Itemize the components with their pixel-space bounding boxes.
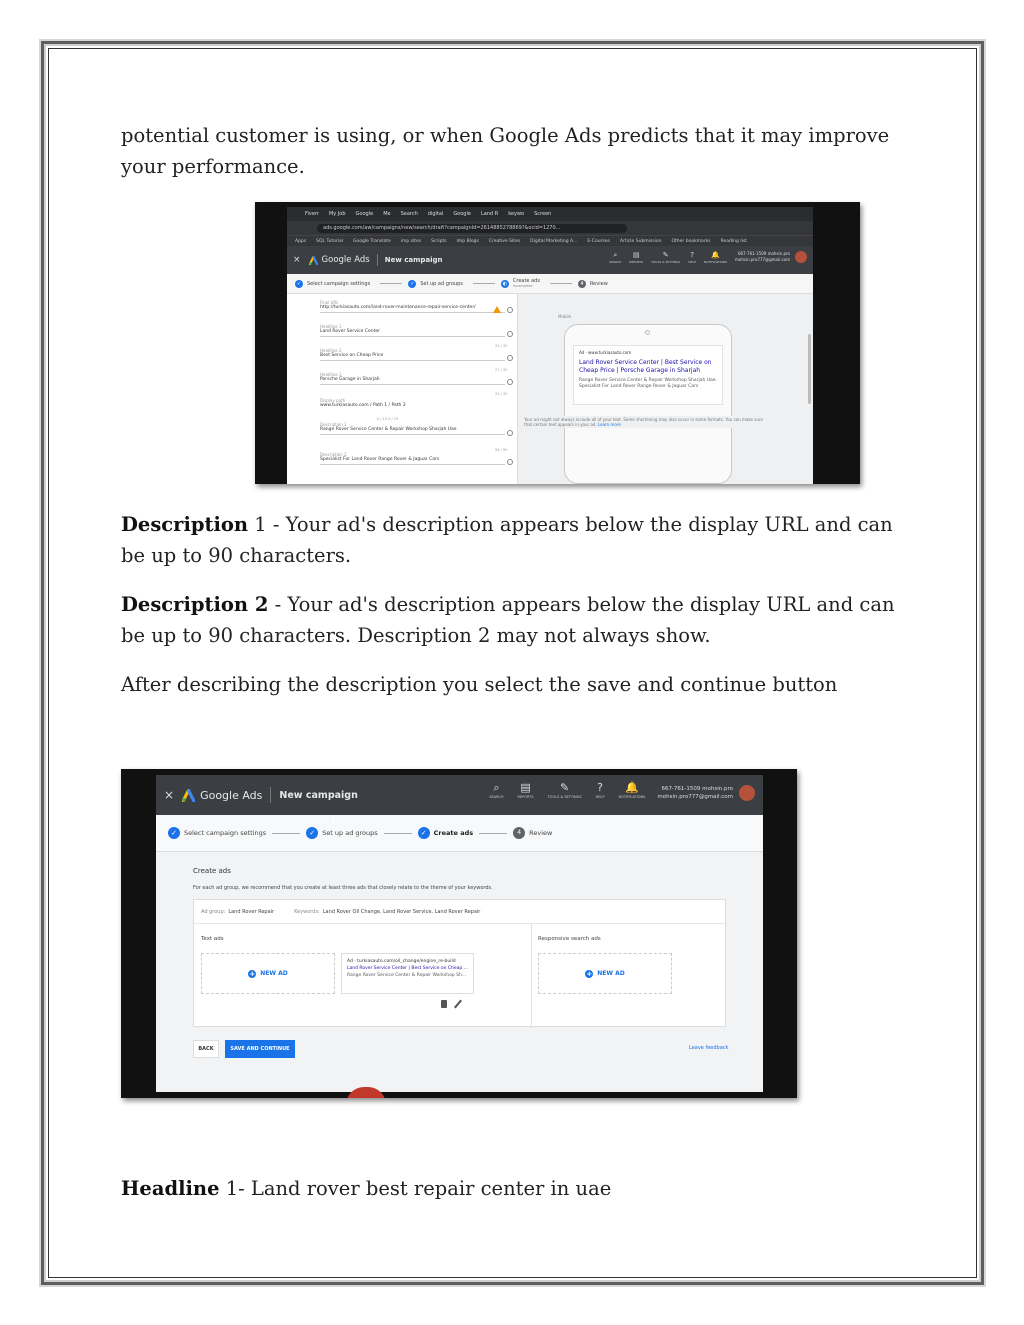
char-counter: 56 / 90 <box>495 448 508 452</box>
headline-2-field[interactable] <box>320 348 505 361</box>
term-bold: Headline <box>121 1177 220 1200</box>
trash-icon[interactable] <box>441 1000 447 1008</box>
step-label: Select campaign settings <box>307 280 371 287</box>
header-notifications-button[interactable] <box>618 781 645 799</box>
leave-feedback-link[interactable]: Leave feedback <box>689 1045 729 1051</box>
browser-tab[interactable]: digital <box>427 211 444 217</box>
preview-note-text: Your ad might not always include all of your text. Some shortening may also occur in some formats. You can make sure that certain text appears in your ad. <box>524 417 763 427</box>
header-icon-label: HELP <box>595 795 605 799</box>
ad-group-key: Ad group: <box>201 908 226 915</box>
reports-icon: ▤ <box>520 781 531 794</box>
learn-more-link[interactable]: Learn more <box>597 422 621 427</box>
paragraph-text: 1- Land rover best repair center in uae <box>219 1177 612 1200</box>
info-icon[interactable] <box>507 331 513 337</box>
header-icon-label: REPORTS <box>517 795 534 799</box>
header-search-button[interactable] <box>609 251 621 264</box>
info-icon[interactable] <box>507 379 513 385</box>
bookmark-item[interactable]: Reading list <box>720 238 747 244</box>
ad-group-summary <box>194 900 725 924</box>
final-url-field[interactable] <box>320 300 505 313</box>
wrench-icon: ✎ <box>662 251 669 259</box>
header-help-button[interactable] <box>596 781 605 799</box>
keywords-value: Land Rover Oil Change, Land Rover Service, Land Rover Repair <box>322 908 481 915</box>
header-help-button[interactable] <box>688 251 696 264</box>
char-counter: 0 / 15 0 / 15 <box>377 417 399 421</box>
header-icon-label: SEARCH <box>609 260 622 264</box>
step-connector <box>272 833 300 834</box>
account-info[interactable] <box>735 251 790 263</box>
account-email: mohsin.pro777@gmail.com <box>735 257 790 262</box>
info-icon[interactable] <box>507 459 513 465</box>
browser-tab[interactable]: Fiverr <box>305 211 319 217</box>
step-number-badge: 4 <box>578 280 586 288</box>
step-ad-groups[interactable] <box>306 827 378 839</box>
step-create-ads[interactable] <box>418 827 473 839</box>
header-icon-label: TOOLS & SETTINGS <box>651 260 681 264</box>
close-icon[interactable]: × <box>293 255 301 265</box>
bookmark-item[interactable]: Scripts <box>431 238 447 244</box>
mobile-preview-frame <box>564 324 732 484</box>
field-label: Display path <box>320 398 346 403</box>
header-tools <box>475 781 755 801</box>
check-icon: ✓ <box>168 827 180 839</box>
header-icon-label: NOTIFICATIONS <box>618 795 646 799</box>
step-label: Create ads <box>512 277 540 284</box>
screenshot-create-ads <box>121 769 797 1098</box>
paragraph-text: - Your ad's description appears below the display URL and can be up to 90 characters. Description 2 may not always show. <box>121 593 895 647</box>
browser-tab-bar <box>287 207 813 221</box>
header-icon-label: REPORTS <box>629 260 644 264</box>
account-info[interactable] <box>657 785 733 801</box>
ads-header <box>156 775 763 815</box>
bell-icon: 🔔 <box>625 781 639 794</box>
ad-form-panel <box>287 294 517 484</box>
step-label: Review <box>529 829 553 837</box>
help-icon: ? <box>690 251 694 259</box>
field-label: Final URL <box>320 300 339 305</box>
header-reports-button[interactable] <box>518 781 534 799</box>
google-ads-logo-icon <box>182 789 195 802</box>
bookmark-item[interactable]: Digital Marketing A... <box>530 238 578 244</box>
description-1-field[interactable] <box>320 422 505 435</box>
field-label: Description 1 <box>320 422 347 427</box>
account-phone: 667-761-1509 mohsin.pro <box>661 786 733 792</box>
paragraph-save-instruction: After describing the description you select the save and continue button <box>121 673 838 696</box>
header-icon-label: SEARCH <box>489 795 504 799</box>
step-label: Set up ad groups <box>322 829 378 837</box>
step-connector <box>380 283 402 284</box>
paragraph-text: 1 - Your ad's description appears below the display URL and can be up to 90 characters. <box>121 513 893 567</box>
ad-group-value: Land Rover Repair <box>228 908 275 915</box>
term-bold: Description <box>121 513 249 536</box>
field-value: http://turkiasauto.com/land-rover-maintenance-repair-service-center/ <box>320 305 505 313</box>
reports-icon: ▤ <box>632 251 640 259</box>
section-subtitle: For each ad group, we recommend that you create at least three ads that closely relate to the theme of your keywords. <box>193 885 493 891</box>
scrollbar[interactable] <box>808 334 811 404</box>
ad-display-url: Ad · www.turkiasauto.com <box>579 350 632 355</box>
brand-title: Google Ads <box>200 788 263 802</box>
step-number-badge: 4 <box>513 827 525 839</box>
browser-tab[interactable]: Google <box>453 211 471 217</box>
edit-pencil-icon[interactable] <box>454 1000 462 1009</box>
info-icon[interactable] <box>507 307 513 313</box>
avatar[interactable] <box>795 251 807 263</box>
check-icon: ✓ <box>296 280 302 287</box>
step-connector <box>550 283 572 284</box>
step-label: Set up ad groups <box>420 280 463 287</box>
divider <box>270 787 271 803</box>
headline-1-field[interactable] <box>320 324 505 337</box>
browser-tab[interactable]: Search <box>400 211 418 217</box>
browser-tab[interactable]: My Job <box>328 211 346 217</box>
divider <box>377 254 378 266</box>
info-icon[interactable] <box>507 355 513 361</box>
bookmark-item[interactable]: Google Translate <box>353 238 391 244</box>
step-label: Create ads <box>433 829 474 837</box>
header-tools-button[interactable] <box>651 251 680 264</box>
new-ad-label: NEW AD <box>597 970 625 977</box>
ad-display-url: Ad · turkiasauto.com/oil_change/engine_re-build <box>347 959 456 964</box>
header-search-button[interactable] <box>489 781 503 799</box>
save-and-continue-button[interactable]: SAVE AND CONTINUE <box>225 1040 295 1058</box>
field-value: Range Rover Service Center & Repair Workshop Sharjah Uae <box>320 427 505 435</box>
header-icon-label: TOOLS & SETTINGS <box>547 795 582 799</box>
ad-group-card <box>193 899 726 1027</box>
field-value: www.turkiasauto.com / Path 1 / Path 2 <box>320 403 406 408</box>
plus-icon: + <box>249 969 256 978</box>
display-path-field[interactable] <box>320 398 505 410</box>
bookmark-item[interactable]: E-Courses <box>587 238 610 244</box>
paragraph-intro: potential customer is using, or when Google Ads predicts that it may improve your performance. <box>121 124 890 178</box>
field-label: Headline 1 <box>320 324 342 329</box>
header-reports-button[interactable] <box>629 251 643 264</box>
headline-3-field[interactable] <box>320 372 505 385</box>
ads-app-window <box>156 775 763 1092</box>
browser-tab[interactable]: Screen <box>534 211 552 217</box>
check-icon: ✓ <box>418 827 430 839</box>
field-label: Headline 3 <box>320 372 342 377</box>
help-icon: ? <box>597 781 603 794</box>
step-review[interactable] <box>513 827 552 839</box>
field-label: Headline 2 <box>320 348 342 353</box>
preview-note <box>524 416 772 428</box>
preview-device-label: Mobile <box>558 314 572 319</box>
paragraph-headline-1 <box>121 1173 911 1204</box>
check-icon: ✓ <box>306 827 318 839</box>
bookmark-item[interactable]: imp sites <box>400 238 422 244</box>
header-icon-label: NOTIFICATIONS <box>703 260 728 264</box>
ad-description: Range Rover Service Center & Repair Workshop Sharjah Uae. Specialist For Land Rover Range Rover & Jaguar Cars <box>579 378 717 389</box>
search-icon: ⌕ <box>493 781 500 794</box>
close-icon[interactable]: × <box>164 788 175 802</box>
webcam-overlay <box>346 1087 386 1098</box>
bookmark-item[interactable]: Other bookmarks <box>671 238 711 244</box>
field-value: Porsche Garage in Sharjah <box>320 377 505 385</box>
ads-header <box>287 246 813 274</box>
keywords-key: Keywords: <box>294 908 320 915</box>
step-status: Incomplete <box>512 283 533 288</box>
wrench-icon: ✎ <box>559 781 570 794</box>
paragraph-description-1 <box>121 509 911 571</box>
account-email: mohsin.pro777@gmail.com <box>657 794 733 800</box>
field-value: Best Service on Cheap Price <box>320 353 505 361</box>
back-button[interactable]: BACK <box>193 1040 219 1058</box>
account-phone: 667-761-1509 mohsin.pro <box>737 251 790 256</box>
bookmark-item[interactable]: Imp Blogs <box>456 238 479 244</box>
header-icon-label: HELP <box>688 260 696 264</box>
step-campaign-settings[interactable] <box>295 280 370 288</box>
ad-preview-panel <box>517 294 813 484</box>
step-label: Select campaign settings <box>184 829 267 837</box>
step-connector <box>384 833 412 834</box>
campaign-stepper <box>156 815 763 852</box>
field-value: Specialist For Land Rover Range Rover & Jaguar Cars <box>320 457 505 465</box>
char-counter: 25 / 30 <box>495 392 508 396</box>
bookmark-item[interactable]: Creative Sites <box>488 238 521 244</box>
step-connector <box>479 833 507 834</box>
campaign-stepper <box>287 274 813 294</box>
browser-tab[interactable]: Google <box>355 211 374 217</box>
step-create-ads[interactable] <box>501 279 540 289</box>
bookmarks-bar <box>287 235 813 246</box>
avatar[interactable] <box>739 785 755 801</box>
browser-tab[interactable]: keywo <box>508 211 525 217</box>
mouse-cursor-icon <box>332 817 335 826</box>
ad-headline: Land Rover Service Center | Best Service on Cheap Price | Porsche Garage in Sharjah <box>579 359 712 374</box>
term-bold: Description 2 <box>121 593 269 616</box>
campaign-title: New campaign <box>384 256 443 264</box>
step-ad-groups[interactable] <box>408 280 463 288</box>
ad-headline: Land Rover Service Center | Best Service on Cheap ... <box>347 966 468 971</box>
field-value: Land Rover Service Center <box>320 329 505 337</box>
progress-icon: ◐ <box>502 280 508 287</box>
field-label: Description 2 <box>320 452 347 457</box>
paragraph-description-2 <box>121 589 911 651</box>
text-ad-preview[interactable] <box>341 953 474 994</box>
plus-icon: + <box>586 969 593 978</box>
search-icon: ⌕ <box>613 251 618 259</box>
header-tools-button[interactable] <box>548 781 582 799</box>
step-review[interactable] <box>578 280 608 288</box>
url-input[interactable]: ads.google.com/aw/campaigns/new/search/draft?campaignId=2614885278869?&ocid=1270... <box>317 224 627 233</box>
check-icon: ✓ <box>410 280 415 287</box>
warning-icon <box>493 306 501 313</box>
ad-preview-card <box>573 345 723 405</box>
bookmark-item[interactable]: SQL Tutorial <box>316 238 344 244</box>
step-campaign-settings[interactable] <box>168 827 266 839</box>
bell-icon: 🔔 <box>711 251 720 259</box>
header-tools <box>601 251 807 264</box>
new-responsive-ad-button[interactable] <box>538 953 672 994</box>
browser-tab[interactable]: Me <box>383 211 391 217</box>
section-title: Create ads <box>193 867 231 875</box>
responsive-ads-label: Responsive search ads <box>538 936 601 942</box>
text-ads-label: Text ads <box>201 936 224 942</box>
info-icon[interactable] <box>507 430 513 436</box>
char-counter: 27 / 30 <box>495 368 508 372</box>
bookmark-item[interactable]: Article Submission <box>619 238 662 244</box>
new-ad-label: NEW AD <box>260 970 288 977</box>
step-connector <box>473 283 495 284</box>
description-2-field[interactable] <box>320 452 505 465</box>
google-ads-logo-icon <box>309 256 318 265</box>
camera-icon <box>645 330 650 335</box>
screenshot-ad-editor <box>255 202 860 484</box>
char-counter: 25 / 30 <box>495 344 508 348</box>
brand-title: Google Ads <box>321 255 370 265</box>
browser-tab[interactable]: Land R <box>480 211 499 217</box>
new-text-ad-button[interactable] <box>201 953 335 994</box>
ad-description: Range Rover Service Center & Repair Workshop Sh... <box>347 973 467 978</box>
browser-address-bar <box>287 221 813 235</box>
bookmark-item[interactable]: Apps <box>295 238 307 244</box>
step-label: Review <box>589 280 608 287</box>
column-divider <box>531 924 532 1028</box>
campaign-title: New campaign <box>279 789 358 801</box>
header-notifications-button[interactable] <box>704 251 727 264</box>
